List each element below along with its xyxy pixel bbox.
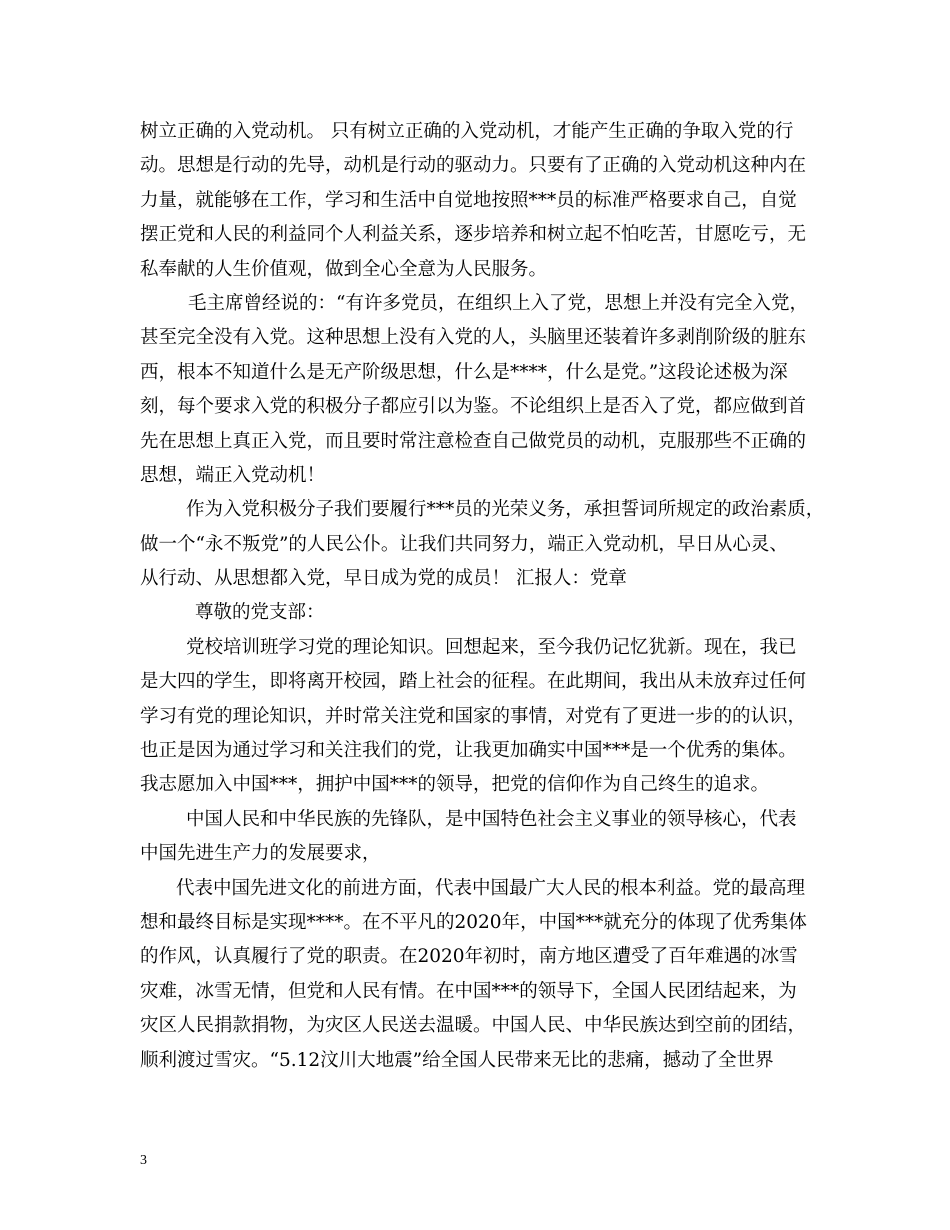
text-line: 是大四的学生，即将离开校园，踏上社会的征程。在此期间，我出从未放弃过任何 xyxy=(140,671,807,693)
text-line: 中国人民和中华民族的先锋队，是中国特色社会主义事业的领导核心，代表 xyxy=(186,808,797,830)
text-line: 作为入党积极分子我们要履行***员的光荣义务，承担誓词所规定的政治素质， xyxy=(186,499,825,521)
text-line: 西，根本不知道什么是无产阶级思想，什么是****，什么是党。”这段论述极为深 xyxy=(140,361,788,383)
text-line: 摆正党和人民的利益同个人利益关系，逐步培养和树立起不怕吃苦，甘愿吃亏，无 xyxy=(140,224,807,246)
text-line: 树立正确的入党动机。 只有树立正确的入党动机，才能产生正确的争取入党的行 xyxy=(140,121,794,142)
text-line: 灾区人民捐款捐物，为灾区人民送去温暖。中国人民、中华民族达到空前的团结， xyxy=(140,1015,807,1037)
text-line: 灾难，冰雪无情，但党和人民有情。在中国***的领导下，全国人民团结起来，为 xyxy=(140,980,797,1002)
text-line: 也正是因为通过学习和关注我们的党，让我更加确实中国***是一个优秀的集体。 xyxy=(140,740,797,762)
text-line: 甚至完全没有入党。这种思想上没有入党的人，头脑里还装着许多剥削阶级的脏东 xyxy=(140,327,807,349)
text-line: 代表中国先进文化的前进方面，代表中国最广大人民的根本利益。党的最高理 xyxy=(176,877,806,899)
text-line: 做一个“永不叛党”的人民公仆。让我们共同努力，端正入党动机，早日从心灵、 xyxy=(140,533,788,555)
text-line: 力量，就能够在工作，学习和生活中自觉地按照***员的标准严格要求自己，自觉 xyxy=(140,189,797,211)
text-line: 学习有党的理论知识，并时常关注党和国家的事情，对党有了更进一步的的认识， xyxy=(140,705,807,727)
text-line: 的作风，认真履行了党的职责。在2020年初时，南方地区遭受了百年难遇的冰雪 xyxy=(140,946,798,968)
text-line: 我志愿加入中国***，拥护中国***的领导，把党的信仰作为自己终生的追求。 xyxy=(140,774,770,796)
text-line: 顺利渡过雪灾。“5.12汶川大地震”给全国人民带来无比的悲痛，撼动了全世界 xyxy=(140,1049,774,1071)
text-line: 尊敬的党支部： xyxy=(195,602,325,624)
text-line: 想和最终目标是实现****。在不平凡的2020年，中国***就充分的体现了优秀集体 xyxy=(140,911,807,933)
text-line: 刻，每个要求入党的积极分子都应引以为鉴。不论组织上是否入了党，都应做到首 xyxy=(140,396,807,418)
text-line: 党校培训班学习党的理论知识。回想起来，至今我仍记忆犹新。现在，我已 xyxy=(186,636,797,658)
text-line: 毛主席曾经说的：“有许多党员，在组织上入了党，思想上并没有完全入党， xyxy=(188,292,808,314)
text-line: 动。思想是行动的先导，动机是行动的驱动力。只要有了正确的入党动机这种内在 xyxy=(140,155,807,177)
text-line: 私奉献的人生价值观，做到全心全意为人民服务。 xyxy=(140,258,548,280)
text-line: 思想，端正入党动机！ xyxy=(140,464,326,486)
text-line: 从行动、从思想都入党，早日成为党的成员！ 汇报人：党章 xyxy=(140,568,627,590)
text-line: 先在思想上真正入党，而且要时常注意检查自己做党员的动机，克服那些不正确的 xyxy=(140,430,807,452)
document-body xyxy=(140,115,825,1078)
page-number: 3 xyxy=(140,1153,147,1168)
text-line: 中国先进生产力的发展要求， xyxy=(140,843,381,865)
